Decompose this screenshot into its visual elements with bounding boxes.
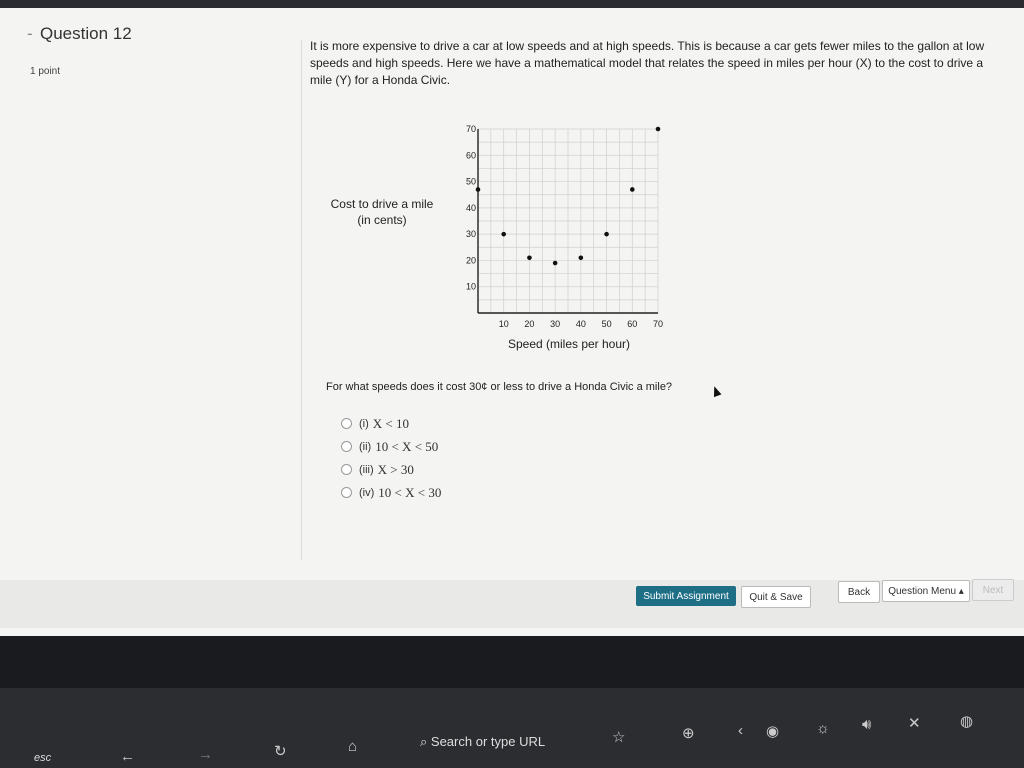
x-tick-label: 20 — [524, 319, 535, 329]
back-button[interactable]: Back — [838, 581, 880, 603]
quit-save-button[interactable]: Quit & Save — [741, 586, 811, 608]
radio-button[interactable] — [341, 487, 352, 498]
new-tab-plus-icon[interactable]: ⊕ — [682, 725, 695, 742]
y-tick-label: 30 — [465, 229, 476, 240]
collapse-dash[interactable]: - — [27, 24, 33, 43]
y-tick-label: 60 — [465, 150, 476, 161]
option-expression: 10 < X < 30 — [378, 484, 442, 500]
y-tick-label: 20 — [465, 255, 476, 266]
x-axis-label: Speed (miles per hour) — [507, 337, 631, 351]
option-prefix: (i) — [359, 417, 369, 430]
question-title: Question 12 — [40, 24, 132, 43]
data-point — [656, 127, 661, 132]
question-prompt: It is more expensive to drive a car at low speeds and at high speeds. This is because a car gets fewer miles to the gallon at low speeds and high speeds. Here we have a mathematical model that relates the speed in miles per hour (X) to the cost to drive a mile (Y) for a Honda Civic. — [310, 39, 985, 87]
reload-icon[interactable]: ↻ — [274, 743, 287, 760]
radio-button[interactable] — [341, 441, 352, 452]
data-point — [527, 256, 532, 261]
search-url-field[interactable] — [420, 734, 545, 750]
data-point — [579, 256, 584, 261]
volume-icon[interactable]: 🔊︎ — [862, 716, 872, 733]
y-axis-label-line1: Cost to drive a mile — [330, 197, 434, 211]
y-axis-label-line2: (in cents) — [357, 213, 407, 227]
x-tick-label: 70 — [652, 319, 664, 329]
y-tick-label: 10 — [465, 281, 476, 292]
y-tick-label: 40 — [465, 202, 476, 213]
option-iii[interactable] — [341, 458, 441, 481]
y-tick-label: 50 — [465, 176, 476, 187]
data-point — [501, 232, 506, 237]
x-tick-label: 50 — [601, 319, 612, 329]
chart-ticks — [466, 124, 663, 329]
search-url-text: Search or type URL — [430, 734, 546, 749]
home-icon[interactable]: ⌂ — [348, 738, 358, 755]
scatter-chart — [320, 112, 680, 362]
bookmark-star-icon[interactable]: ☆ — [612, 729, 626, 746]
x-tick-label: 30 — [550, 319, 561, 329]
submit-assignment-button[interactable]: Submit Assignment — [636, 586, 736, 606]
chart-grid — [478, 129, 658, 313]
next-button[interactable]: Next — [972, 579, 1014, 601]
question-points: 1 point — [30, 66, 61, 77]
esc-key[interactable]: esc — [34, 752, 52, 764]
option-expression: X < 10 — [372, 415, 410, 431]
data-point — [476, 187, 481, 192]
question-ask: For what speeds does it cost 30¢ or less to drive a Honda Civic a mile? — [326, 381, 673, 393]
x-tick-label: 60 — [627, 319, 638, 329]
profile-icon[interactable]: ◍ — [960, 713, 974, 730]
data-point — [604, 232, 609, 237]
radio-button[interactable] — [341, 418, 352, 429]
x-tick-label: 40 — [575, 319, 586, 329]
brightness-icon[interactable]: ☼ — [816, 720, 830, 737]
option-expression: X > 30 — [377, 461, 414, 477]
x-tick-label: 10 — [498, 319, 509, 329]
option-prefix: (ii) — [359, 440, 372, 453]
mute-icon[interactable]: ✕ — [908, 715, 921, 732]
option-expression: 10 < X < 50 — [375, 438, 439, 454]
option-ii[interactable] — [341, 435, 441, 458]
data-point — [630, 187, 635, 192]
column-divider — [301, 40, 302, 560]
magnifier-icon: ⌕ — [420, 734, 428, 749]
data-point — [553, 261, 558, 266]
touch-bar — [0, 688, 1024, 768]
back-arrow-icon[interactable]: ← — [120, 748, 135, 765]
option-iv[interactable] — [341, 481, 441, 504]
radio-button[interactable] — [341, 464, 352, 475]
chevron-left-icon[interactable]: ‹ — [738, 722, 743, 739]
window-top-bar — [0, 0, 1024, 8]
option-prefix: (iv) — [359, 486, 375, 499]
y-tick-label: 70 — [465, 124, 476, 134]
question-menu-button[interactable]: Question Menu ▴ — [882, 580, 970, 602]
forward-arrow-icon[interactable]: → — [198, 746, 213, 763]
option-prefix: (iii) — [359, 463, 374, 476]
answer-options — [341, 412, 441, 504]
siri-icon[interactable]: ◉ — [766, 723, 780, 740]
option-i[interactable] — [341, 412, 441, 435]
